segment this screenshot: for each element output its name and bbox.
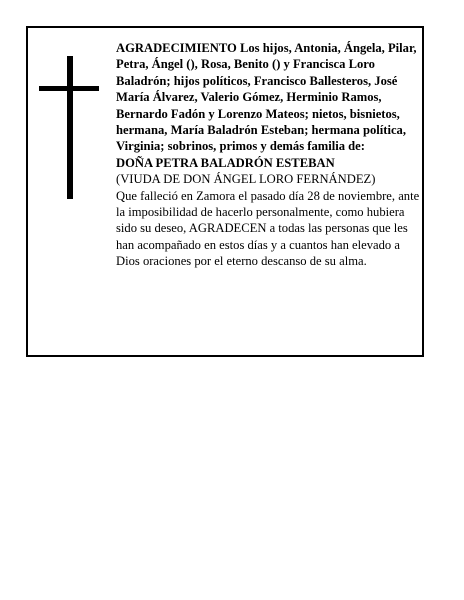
thanks-message: Que falleció en Zamora el pasado día 28 de noviembre, ante la imposibilidad de hacerlo personalmente, como hubiera sido su deseo, AGRADECEN a todas las personas que les han acompañado en estos días y a cuantos han elevado a Dios oraciones por el eterno descanso de su alma. [116, 188, 420, 269]
obituary-notice [26, 26, 424, 357]
cross-horizontal-bar [39, 86, 99, 91]
notice-text [116, 40, 420, 270]
acknowledgement-intro: AGRADECIMIENTO Los hijos, Antonia, Ángela, Pilar, Petra, Ángel (), Rosa, Benito () y Francisca Loro Baladrón; hijos políticos, Francisco Ballesteros, José María Álvarez, Valerio Gómez, Herminio Ramos, Bernardo Fadón y Lorenzo Mateos; nietos, bisnietos, hermana, María Baladrón Esteban; hermana política, Virginia; sobrinos, primos y demás familia de: [116, 41, 417, 154]
deceased-name: DOÑA PETRA BALADRÓN ESTEBAN [116, 155, 335, 170]
widow-line: (VIUDA DE DON ÁNGEL LORO FERNÁNDEZ) [116, 172, 376, 187]
cross-vertical-bar [67, 56, 73, 199]
